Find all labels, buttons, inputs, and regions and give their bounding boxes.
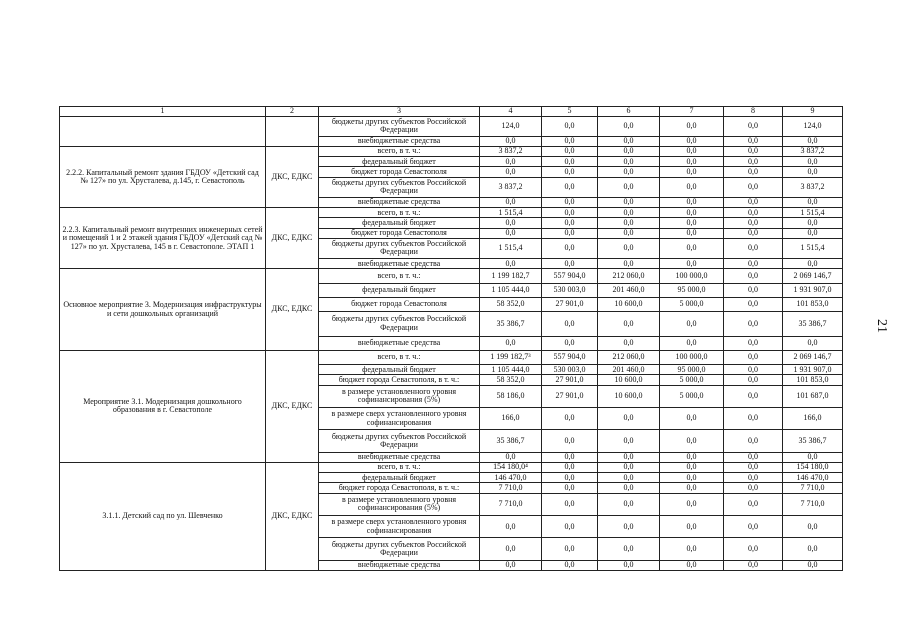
amount-cell: 0,0 bbox=[724, 116, 783, 136]
amount-cell: 0,0 bbox=[783, 259, 843, 269]
activity-name: Мероприятие 3.1. Модернизация дошкольного образования в г. Севастополе bbox=[60, 350, 266, 462]
amount-cell: 58 352,0 bbox=[480, 297, 542, 311]
amount-cell: 5 000,0 bbox=[660, 297, 724, 311]
amount-cell: 0,0 bbox=[480, 167, 542, 177]
amount-cell: 0,0 bbox=[724, 312, 783, 336]
header-cell: 1 bbox=[60, 107, 266, 117]
amount-cell: 0,0 bbox=[480, 452, 542, 462]
amount-cell: 530 003,0 bbox=[542, 283, 598, 297]
amount-cell: 0,0 bbox=[660, 167, 724, 177]
amount-cell: 0,0 bbox=[480, 198, 542, 208]
amount-cell: 0,0 bbox=[660, 177, 724, 197]
amount-cell: 0,0 bbox=[660, 218, 724, 228]
header-cell: 3 bbox=[319, 107, 480, 117]
amount-cell: 0,0 bbox=[724, 198, 783, 208]
funding-source: внебюджетные средства bbox=[319, 560, 480, 570]
amount-cell: 0,0 bbox=[660, 473, 724, 483]
amount-cell: 0,0 bbox=[724, 538, 783, 560]
amount-cell: 0,0 bbox=[724, 208, 783, 218]
table-row bbox=[60, 269, 843, 283]
amount-cell: 0,0 bbox=[480, 560, 542, 570]
amount-cell: 1 515,4 bbox=[480, 208, 542, 218]
amount-cell: 3 837,2 bbox=[480, 177, 542, 197]
amount-cell: 0,0 bbox=[724, 483, 783, 493]
amount-cell: 101 853,0 bbox=[783, 297, 843, 311]
amount-cell: 124,0 bbox=[783, 116, 843, 136]
amount-cell: 0,0 bbox=[724, 167, 783, 177]
amount-cell: 0,0 bbox=[660, 312, 724, 336]
funding-source: внебюджетные средства bbox=[319, 336, 480, 350]
amount-cell: 0,0 bbox=[542, 167, 598, 177]
executor-cell: ДКС, ЕДКС bbox=[266, 208, 319, 269]
amount-cell: 0,0 bbox=[724, 350, 783, 364]
amount-cell: 0,0 bbox=[660, 157, 724, 167]
activity-name: 3.1.1. Детский сад по ул. Шевченко bbox=[60, 463, 266, 571]
header-row bbox=[60, 107, 843, 117]
amount-cell: 0,0 bbox=[598, 177, 660, 197]
amount-cell: 100 000,0 bbox=[660, 269, 724, 283]
amount-cell: 201 460,0 bbox=[598, 365, 660, 375]
activity-name: 2.2.3. Капитальный ремонт внутренних инженерных сетей и помещений 1 и 2 этажей здания ГБДОУ «Детский сад № 127» по ул. Хрусталева, 145 в г. Севастополе. ЭТАП 1 bbox=[60, 208, 266, 269]
amount-cell: 0,0 bbox=[724, 516, 783, 538]
amount-cell: 0,0 bbox=[542, 198, 598, 208]
amount-cell: 0,0 bbox=[542, 483, 598, 493]
amount-cell: 0,0 bbox=[724, 365, 783, 375]
amount-cell: 0,0 bbox=[542, 208, 598, 218]
amount-cell: 0,0 bbox=[480, 336, 542, 350]
amount-cell: 0,0 bbox=[598, 167, 660, 177]
amount-cell: 35 386,7 bbox=[480, 312, 542, 336]
amount-cell: 7 710,0 bbox=[480, 493, 542, 515]
amount-cell: 0,0 bbox=[660, 452, 724, 462]
executor-cell: ДКС, ЕДКС bbox=[266, 463, 319, 571]
funding-source: бюджеты других субъектов Российской Федерации bbox=[319, 538, 480, 560]
amount-cell: 27 901,0 bbox=[542, 375, 598, 385]
amount-cell: 0,0 bbox=[598, 198, 660, 208]
amount-cell: 5 000,0 bbox=[660, 385, 724, 407]
amount-cell: 0,0 bbox=[660, 430, 724, 452]
amount-cell: 0,0 bbox=[724, 259, 783, 269]
amount-cell: 0,0 bbox=[724, 407, 783, 429]
amount-cell: 0,0 bbox=[542, 259, 598, 269]
table-row bbox=[60, 147, 843, 157]
amount-cell: 1 515,4 bbox=[480, 238, 542, 258]
amount-cell: 0,0 bbox=[598, 336, 660, 350]
amount-cell: 0,0 bbox=[598, 493, 660, 515]
table-row bbox=[60, 116, 843, 136]
amount-cell: 166,0 bbox=[480, 407, 542, 429]
amount-cell: 0,0 bbox=[660, 238, 724, 258]
table-row bbox=[60, 350, 843, 364]
funding-source: бюджет города Севастополя, в т. ч.: bbox=[319, 375, 480, 385]
amount-cell: 212 060,0 bbox=[598, 269, 660, 283]
amount-cell: 0,0 bbox=[724, 336, 783, 350]
amount-cell: 0,0 bbox=[660, 116, 724, 136]
table-row bbox=[60, 463, 843, 473]
amount-cell: 0,0 bbox=[598, 516, 660, 538]
amount-cell: 0,0 bbox=[660, 208, 724, 218]
amount-cell: 0,0 bbox=[724, 238, 783, 258]
funding-source: федеральный бюджет bbox=[319, 157, 480, 167]
amount-cell: 0,0 bbox=[724, 218, 783, 228]
funding-source: в размере сверх установленного уровня софинансирования bbox=[319, 516, 480, 538]
funding-source: всего, в т. ч.: bbox=[319, 208, 480, 218]
amount-cell: 0,0 bbox=[724, 269, 783, 283]
amount-cell: 0,0 bbox=[783, 516, 843, 538]
amount-cell: 1 931 907,0 bbox=[783, 283, 843, 297]
amount-cell: 0,0 bbox=[660, 198, 724, 208]
amount-cell: 0,0 bbox=[724, 157, 783, 167]
amount-cell: 0,0 bbox=[480, 218, 542, 228]
amount-cell: 146 470,0 bbox=[480, 473, 542, 483]
amount-cell: 2 069 146,7 bbox=[783, 269, 843, 283]
header-cell: 6 bbox=[598, 107, 660, 117]
amount-cell: 0,0 bbox=[542, 473, 598, 483]
amount-cell: 0,0 bbox=[480, 538, 542, 560]
amount-cell: 0,0 bbox=[783, 560, 843, 570]
amount-cell: 0,0 bbox=[783, 218, 843, 228]
amount-cell: 0,0 bbox=[598, 407, 660, 429]
amount-cell: 7 710,0 bbox=[783, 493, 843, 515]
amount-cell: 27 901,0 bbox=[542, 385, 598, 407]
activity-name: 2.2.2. Капитальный ремонт здания ГБДОУ «Детский сад № 127» по ул. Хрусталева, д.145, г. Севастополь bbox=[60, 147, 266, 208]
funding-source: бюджет города Севастополя bbox=[319, 297, 480, 311]
amount-cell: 0,0 bbox=[542, 407, 598, 429]
amount-cell: 0,0 bbox=[598, 452, 660, 462]
header-cell: 4 bbox=[480, 107, 542, 117]
funding-source: внебюджетные средства bbox=[319, 136, 480, 146]
table-row bbox=[60, 208, 843, 218]
amount-cell: 95 000,0 bbox=[660, 283, 724, 297]
amount-cell: 0,0 bbox=[598, 136, 660, 146]
amount-cell: 0,0 bbox=[660, 136, 724, 146]
amount-cell: 0,0 bbox=[542, 463, 598, 473]
amount-cell: 1 105 444,0 bbox=[480, 365, 542, 375]
amount-cell: 0,0 bbox=[783, 336, 843, 350]
amount-cell: 0,0 bbox=[542, 516, 598, 538]
amount-cell: 0,0 bbox=[660, 228, 724, 238]
amount-cell: 0,0 bbox=[783, 136, 843, 146]
amount-cell: 0,0 bbox=[660, 560, 724, 570]
header-cell: 7 bbox=[660, 107, 724, 117]
amount-cell: 154 180,0 bbox=[783, 463, 843, 473]
amount-cell: 0,0 bbox=[660, 147, 724, 157]
amount-cell: 0,0 bbox=[542, 136, 598, 146]
amount-cell: 58 186,0 bbox=[480, 385, 542, 407]
funding-source: всего, в т. ч.: bbox=[319, 350, 480, 364]
amount-cell: 0,0 bbox=[598, 463, 660, 473]
amount-cell: 2 069 146,7 bbox=[783, 350, 843, 364]
activity-name: Основное мероприятие 3. Модернизация инфраструктуры и сети дошкольных организаций bbox=[60, 269, 266, 351]
amount-cell: 0,0 bbox=[598, 259, 660, 269]
amount-cell: 0,0 bbox=[724, 473, 783, 483]
amount-cell: 0,0 bbox=[660, 336, 724, 350]
funding-source: бюджет города Севастополя bbox=[319, 167, 480, 177]
funding-source: в размере установленного уровня софинансирования (5%) bbox=[319, 385, 480, 407]
amount-cell: 0,0 bbox=[783, 167, 843, 177]
funding-source: внебюджетные средства bbox=[319, 198, 480, 208]
amount-cell: 0,0 bbox=[724, 375, 783, 385]
funding-source: бюджеты других субъектов Российской Федерации bbox=[319, 430, 480, 452]
amount-cell: 124,0 bbox=[480, 116, 542, 136]
amount-cell: 0,0 bbox=[660, 407, 724, 429]
amount-cell: 10 600,0 bbox=[598, 385, 660, 407]
funding-source: бюджет города Севастополя bbox=[319, 228, 480, 238]
amount-cell: 0,0 bbox=[660, 493, 724, 515]
amount-cell: 5 000,0 bbox=[660, 375, 724, 385]
amount-cell: 0,0 bbox=[598, 538, 660, 560]
funding-source: бюджеты других субъектов Российской Федерации bbox=[319, 116, 480, 136]
amount-cell: 3 837,2 bbox=[783, 177, 843, 197]
funding-source: бюджеты других субъектов Российской Федерации bbox=[319, 238, 480, 258]
amount-cell: 0,0 bbox=[542, 493, 598, 515]
amount-cell: 0,0 bbox=[598, 483, 660, 493]
amount-cell: 0,0 bbox=[542, 336, 598, 350]
activity-name bbox=[60, 116, 266, 147]
amount-cell: 0,0 bbox=[480, 136, 542, 146]
amount-cell: 0,0 bbox=[542, 116, 598, 136]
financing-table bbox=[59, 106, 843, 571]
amount-cell: 0,0 bbox=[598, 208, 660, 218]
amount-cell: 0,0 bbox=[598, 218, 660, 228]
header-cell: 5 bbox=[542, 107, 598, 117]
funding-source: федеральный бюджет bbox=[319, 365, 480, 375]
header-cell: 9 bbox=[783, 107, 843, 117]
amount-cell: 101 853,0 bbox=[783, 375, 843, 385]
executor-cell: ДКС, ЕДКС bbox=[266, 269, 319, 351]
amount-cell: 101 687,0 bbox=[783, 385, 843, 407]
amount-cell: 212 060,0 bbox=[598, 350, 660, 364]
funding-source: всего, в т. ч.: bbox=[319, 147, 480, 157]
amount-cell: 0,0 bbox=[542, 228, 598, 238]
funding-source: в размере установленного уровня софинансирования (5%) bbox=[319, 493, 480, 515]
amount-cell: 1 931 907,0 bbox=[783, 365, 843, 375]
amount-cell: 0,0 bbox=[724, 463, 783, 473]
amount-cell: 0,0 bbox=[542, 538, 598, 560]
amount-cell: 0,0 bbox=[542, 218, 598, 228]
amount-cell: 0,0 bbox=[724, 560, 783, 570]
funding-source: федеральный бюджет bbox=[319, 473, 480, 483]
amount-cell: 1 199 182,7 bbox=[480, 269, 542, 283]
amount-cell: 1 515,4 bbox=[783, 208, 843, 218]
amount-cell: 0,0 bbox=[724, 283, 783, 297]
amount-cell: 201 460,0 bbox=[598, 283, 660, 297]
amount-cell: 95 000,0 bbox=[660, 365, 724, 375]
amount-cell: 0,0 bbox=[724, 177, 783, 197]
executor-cell: ДКС, ЕДКС bbox=[266, 350, 319, 462]
amount-cell: 0,0 bbox=[598, 430, 660, 452]
amount-cell: 0,0 bbox=[598, 238, 660, 258]
amount-cell: 154 180,0⁴ bbox=[480, 463, 542, 473]
amount-cell: 35 386,7 bbox=[783, 430, 843, 452]
amount-cell: 0,0 bbox=[542, 157, 598, 167]
amount-cell: 0,0 bbox=[542, 312, 598, 336]
amount-cell: 0,0 bbox=[542, 177, 598, 197]
amount-cell: 3 837,2 bbox=[783, 147, 843, 157]
amount-cell: 0,0 bbox=[542, 238, 598, 258]
amount-cell: 0,0 bbox=[480, 259, 542, 269]
amount-cell: 0,0 bbox=[724, 385, 783, 407]
amount-cell: 58 352,0 bbox=[480, 375, 542, 385]
funding-source: бюджеты других субъектов Российской Федерации bbox=[319, 312, 480, 336]
amount-cell: 0,0 bbox=[660, 516, 724, 538]
amount-cell: 0,0 bbox=[598, 560, 660, 570]
header-cell: 2 bbox=[266, 107, 319, 117]
amount-cell: 0,0 bbox=[542, 430, 598, 452]
amount-cell: 0,0 bbox=[542, 452, 598, 462]
funding-source: внебюджетные средства bbox=[319, 452, 480, 462]
amount-cell: 0,0 bbox=[598, 147, 660, 157]
funding-source: в размере сверх установленного уровня софинансирования bbox=[319, 407, 480, 429]
amount-cell: 0,0 bbox=[542, 560, 598, 570]
amount-cell: 10 600,0 bbox=[598, 297, 660, 311]
funding-source: внебюджетные средства bbox=[319, 259, 480, 269]
amount-cell: 146 470,0 bbox=[783, 473, 843, 483]
amount-cell: 7 710,0 bbox=[783, 483, 843, 493]
amount-cell: 530 003,0 bbox=[542, 365, 598, 375]
amount-cell: 557 904,0 bbox=[542, 350, 598, 364]
amount-cell: 27 901,0 bbox=[542, 297, 598, 311]
funding-source: бюджеты других субъектов Российской Федерации bbox=[319, 177, 480, 197]
amount-cell: 0,0 bbox=[783, 157, 843, 167]
executor-cell: ДКС, ЕДКС bbox=[266, 147, 319, 208]
amount-cell: 0,0 bbox=[598, 312, 660, 336]
funding-source: федеральный бюджет bbox=[319, 283, 480, 297]
amount-cell: 1 105 444,0 bbox=[480, 283, 542, 297]
amount-cell: 0,0 bbox=[598, 157, 660, 167]
amount-cell: 0,0 bbox=[598, 473, 660, 483]
amount-cell: 0,0 bbox=[480, 157, 542, 167]
amount-cell: 35 386,7 bbox=[783, 312, 843, 336]
amount-cell: 0,0 bbox=[660, 259, 724, 269]
amount-cell: 100 000,0 bbox=[660, 350, 724, 364]
header-cell: 8 bbox=[724, 107, 783, 117]
funding-source: бюджет города Севастополя, в т. ч.: bbox=[319, 483, 480, 493]
amount-cell: 0,0 bbox=[660, 463, 724, 473]
amount-cell: 0,0 bbox=[724, 452, 783, 462]
amount-cell: 0,0 bbox=[724, 136, 783, 146]
amount-cell: 0,0 bbox=[542, 147, 598, 157]
amount-cell: 0,0 bbox=[480, 516, 542, 538]
amount-cell: 0,0 bbox=[480, 228, 542, 238]
executor-cell bbox=[266, 116, 319, 147]
amount-cell: 557 904,0 bbox=[542, 269, 598, 283]
amount-cell: 0,0 bbox=[724, 493, 783, 515]
amount-cell: 0,0 bbox=[783, 452, 843, 462]
funding-source: федеральный бюджет bbox=[319, 218, 480, 228]
amount-cell: 0,0 bbox=[724, 430, 783, 452]
amount-cell: 35 386,7 bbox=[480, 430, 542, 452]
amount-cell: 0,0 bbox=[783, 198, 843, 208]
amount-cell: 0,0 bbox=[660, 483, 724, 493]
amount-cell: 1 515,4 bbox=[783, 238, 843, 258]
amount-cell: 0,0 bbox=[598, 116, 660, 136]
amount-cell: 0,0 bbox=[724, 297, 783, 311]
amount-cell: 10 600,0 bbox=[598, 375, 660, 385]
amount-cell: 0,0 bbox=[724, 228, 783, 238]
amount-cell: 1 199 182,7³ bbox=[480, 350, 542, 364]
amount-cell: 0,0 bbox=[783, 228, 843, 238]
amount-cell: 166,0 bbox=[783, 407, 843, 429]
page-number: 21 bbox=[874, 319, 889, 333]
amount-cell: 0,0 bbox=[724, 147, 783, 157]
amount-cell: 0,0 bbox=[598, 228, 660, 238]
amount-cell: 3 837,2 bbox=[480, 147, 542, 157]
funding-source: всего, в т. ч.: bbox=[319, 269, 480, 283]
amount-cell: 7 710,0 bbox=[480, 483, 542, 493]
amount-cell: 0,0 bbox=[783, 538, 843, 560]
funding-source: всего, в т. ч.: bbox=[319, 463, 480, 473]
amount-cell: 0,0 bbox=[660, 538, 724, 560]
